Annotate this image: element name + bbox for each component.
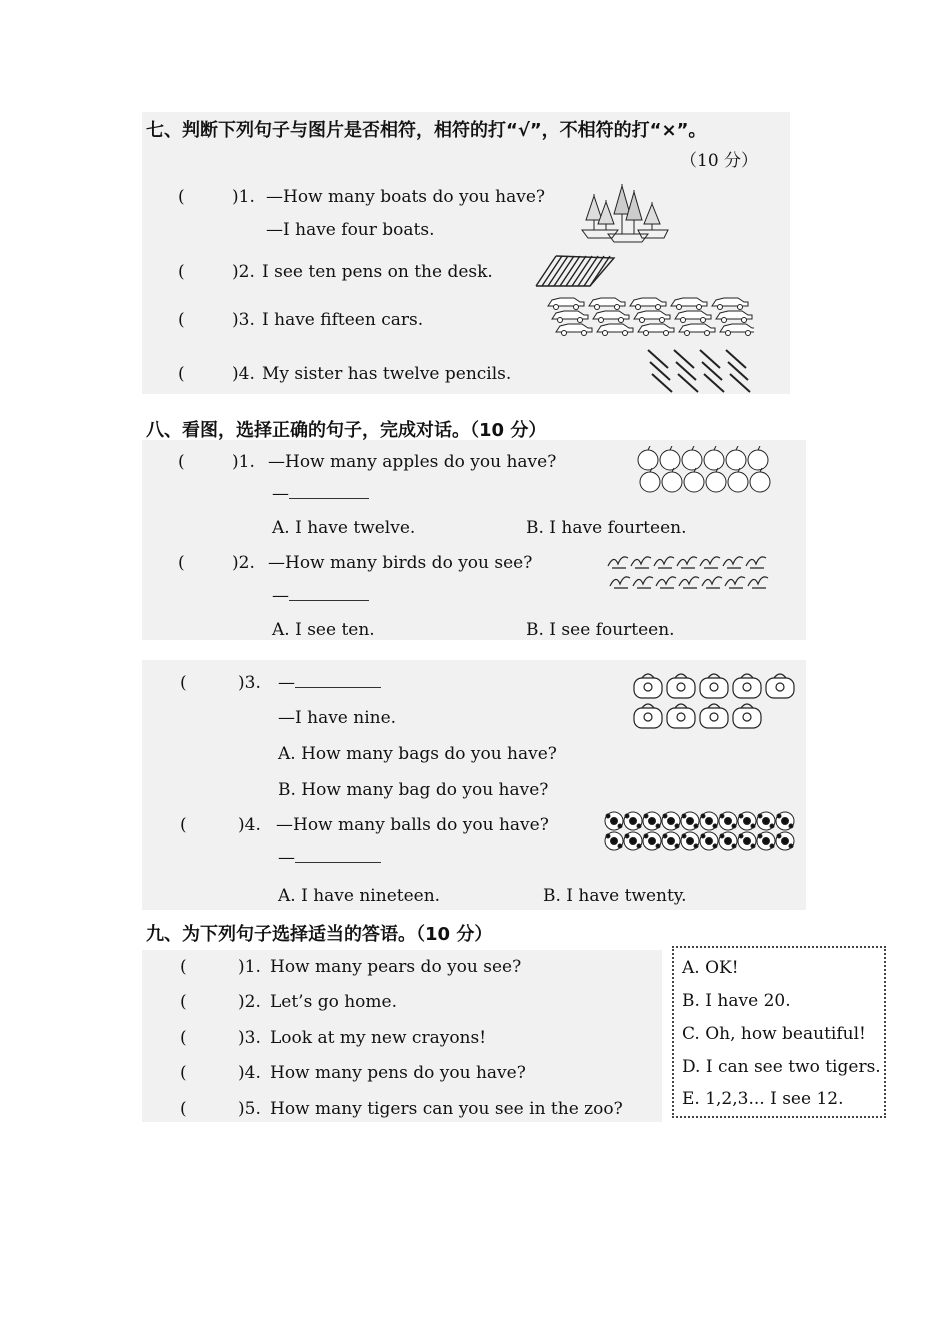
pencil [702,362,722,380]
ball [776,832,794,850]
question-number: )4. [238,1063,261,1083]
bird [610,577,630,588]
bird [725,577,745,588]
option-b: B. I have fourteen. [526,518,687,538]
apple [706,468,726,492]
answer-option-e: E. 1,2,3... I see 12. [682,1089,844,1109]
bird [654,557,674,568]
section-7-heading: 七、判断下列句子与图片是否相符，相符的打“√”，不相符的打“×”。 [146,120,707,141]
option-b: B. How many bag do you have? [278,780,549,800]
answer-text: —I have nine. [278,708,397,728]
car [712,298,748,310]
car [720,324,754,336]
answer-paren[interactable]: ( [180,1028,187,1048]
apple [660,446,680,470]
apple [704,446,724,470]
bag [700,704,728,728]
pencil [650,362,670,380]
ball [700,832,718,850]
car [593,311,629,323]
car [634,311,670,323]
ball [738,812,756,830]
ball [605,812,623,830]
answer-line[interactable]: — [278,848,381,868]
ball [624,832,642,850]
car [556,324,592,336]
answer-paren[interactable]: ( [178,262,185,282]
apples-picture [636,446,774,496]
ball [624,812,642,830]
pencil [674,350,694,368]
car [630,298,666,310]
apple [640,468,660,492]
bird [748,577,768,588]
pencil [676,362,696,380]
ball [681,812,699,830]
car [716,311,752,323]
question-text: —How many apples do you have? [268,452,557,472]
answer-paren[interactable]: ( [180,1099,187,1119]
boats-picture [578,180,670,244]
question-text: Let’s go home. [270,992,398,1012]
question-text: —How many birds do you see? [268,553,533,573]
ball [662,832,680,850]
pencil [704,374,724,392]
question-text: I see ten pens on the desk. [262,262,493,282]
bird [723,557,743,568]
bag [667,674,695,698]
question-text: —How many boats do you have? [266,187,546,207]
question-text: —I have four boats. [266,220,435,240]
pencil [678,374,698,392]
bird [746,557,766,568]
option-a: A. I have twelve. [272,518,416,538]
question-number: )5. [238,1099,261,1119]
question-text: —How many balls do you have? [276,815,549,835]
cars-picture [544,294,754,338]
question-number: )2. [238,992,261,1012]
answer-option-c: C. Oh, how beautiful! [682,1024,866,1044]
option-b: B. I have twenty. [543,886,687,906]
answer-line[interactable]: — [272,484,369,504]
pencils-picture [644,346,754,394]
ball [662,812,680,830]
bird [656,577,676,588]
car [552,311,588,323]
question-number: )3. [238,1028,261,1048]
bird [702,577,722,588]
answer-option-d: D. I can see two tigers. [682,1057,881,1077]
bag [634,704,662,728]
pencil [730,374,750,392]
ball [719,832,737,850]
ball [738,832,756,850]
question-number: )3. [238,673,261,693]
answer-paren[interactable]: ( [180,1063,187,1083]
question-text: My sister has twelve pencils. [262,364,512,384]
pencil [728,362,748,380]
section-9-heading: 九、为下列句子选择适当的答语。（10 分） [146,924,493,945]
answer-paren[interactable]: ( [178,553,185,573]
bag [733,704,761,728]
apple [684,468,704,492]
bird [631,557,651,568]
ball [605,832,623,850]
answer-options-box [672,946,886,1118]
ball [719,812,737,830]
question-text: Look at my new crayons! [270,1028,487,1048]
answer-paren[interactable]: ( [178,452,185,472]
pencil [726,350,746,368]
ball [757,832,775,850]
answer-paren[interactable]: ( [178,187,185,207]
bird [700,557,720,568]
bag [634,674,662,698]
question-number: )1. [232,452,255,472]
option-a: A. How many bags do you have? [278,744,557,764]
car [675,311,711,323]
apple [682,446,702,470]
question-text: How many pears do you see? [270,957,522,977]
option-a: A. I have nineteen. [278,886,441,906]
car [671,298,707,310]
answer-paren[interactable]: ( [178,364,185,384]
car [638,324,674,336]
bird [677,557,697,568]
answer-paren[interactable]: ( [180,815,187,835]
question-number: )4. [238,815,261,835]
ball [757,812,775,830]
answer-line[interactable]: — [272,586,369,606]
bag [733,674,761,698]
section-7-score: （10 分） [680,151,759,171]
question-number: )1. [232,187,255,207]
question-number: )4. [232,364,255,384]
apple [748,446,768,470]
question-text: How many tigers can you see in the zoo? [270,1099,623,1119]
car [679,324,715,336]
apple [662,468,682,492]
answer-paren[interactable]: ( [180,673,187,693]
car [548,298,584,310]
bird [633,577,653,588]
ball [776,812,794,830]
apple [750,468,770,492]
bag [700,674,728,698]
bag [766,674,794,698]
question-text: How many pens do you have? [270,1063,526,1083]
car [597,324,633,336]
question-number: )3. [232,310,255,330]
option-a: A. I see ten. [272,620,375,640]
car [589,298,625,310]
apple [728,468,748,492]
answer-paren[interactable]: ( [178,310,185,330]
ball [681,832,699,850]
birds-picture [604,548,774,594]
balls-picture [604,810,800,852]
bird [679,577,699,588]
bag [667,704,695,728]
ball [643,812,661,830]
question-text: I have fifteen cars. [262,310,424,330]
bags-picture [630,668,802,730]
pens-picture [532,252,616,288]
ball [700,812,718,830]
question-number: )2. [232,553,255,573]
answer-option-a: A. OK! [682,958,739,978]
apple [726,446,746,470]
pencil [652,374,672,392]
bird [608,557,628,568]
ball [643,832,661,850]
option-b: B. I see fourteen. [526,620,675,640]
pencil [648,350,668,368]
answer-line[interactable]: — [278,673,381,693]
answer-paren[interactable]: ( [180,992,187,1012]
section-8-heading: 八、看图，选择正确的句子，完成对话。（10 分） [146,420,547,441]
answer-paren[interactable]: ( [180,957,187,977]
apple [638,446,658,470]
answer-option-b: B. I have 20. [682,991,791,1011]
question-number: )2. [232,262,255,282]
question-number: )1. [238,957,261,977]
pencil [700,350,720,368]
